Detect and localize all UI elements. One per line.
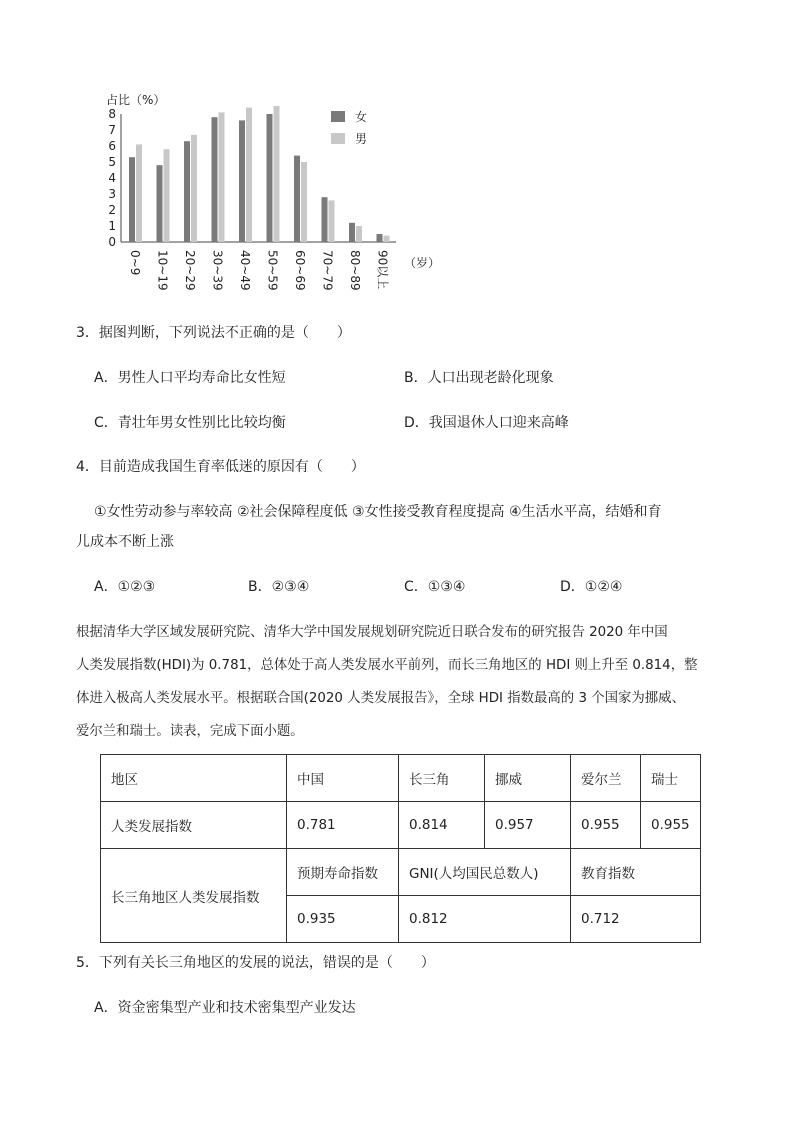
x-tick-label: 50~59 [265,250,280,291]
x-tick-label: 30~39 [210,250,225,291]
bar-male [136,144,142,242]
bar-male [246,108,252,242]
x-tick-label: 0~9 [128,250,142,276]
bar-female [184,141,190,242]
x-tick-label: 70~79 [320,250,335,291]
cell-hdi-yangtze-delta: 0.814 [399,802,485,849]
cell-hdi-norway: 0.957 [485,802,571,849]
q3-option-c[interactable]: C．青壮年男女性别比比较均衡 [94,415,286,431]
cell-ireland-header: 爱尔兰 [571,755,641,802]
q3-stem: 3．据图判断，下列说法不正确的是（ ） [76,325,351,341]
cell-gni-value: 0.812 [399,896,571,943]
population-chart [0,0,794,310]
cell-china-header: 中国 [287,755,399,802]
q5-stem: 5．下列有关长三角地区的发展的说法，错误的是（ ） [76,955,435,971]
q4-stem: 4．目前造成我国生育率低迷的原因有（ ） [76,459,365,475]
q4-option-b[interactable]: B．②③④ [248,579,310,595]
cell-gni-header: GNI(人均国民总数人) [399,849,571,896]
q4-option-a[interactable]: A．①②③ [94,579,156,595]
x-tick-label: 80~89 [348,250,362,291]
cell-delta-hdi-label: 长三角地区人类发展指数 [101,849,287,943]
cell-education-header: 教育指数 [571,849,701,896]
table-row [101,755,701,802]
hdi-passage [76,616,736,748]
chart-x-ticks [128,250,391,291]
bar-male [219,112,225,242]
legend-label-female: 女 [355,110,368,124]
q5-option-a[interactable]: A．资金密集型产业和技术密集型产业发达 [94,1000,356,1016]
bar-female [377,234,383,242]
cell-hdi-ireland: 0.955 [571,802,641,849]
q4-statements-line2: 儿成本不断上涨 [76,534,174,550]
q4-statements-line1: ①女性劳动参与率较高 ②社会保障程度低 ③女性接受教育程度提高 ④生活水平高，结婚和育 [94,504,662,520]
passage-line-4: 爱尔兰和瑞士。读表，完成下面小题。 [76,724,304,739]
x-tick-label: 40~49 [238,250,252,291]
x-tick-label: 60~69 [293,250,307,291]
legend-swatch-female [331,111,345,122]
y-tick-label: 6 [108,139,116,153]
chart-bars [129,106,390,242]
cell-norway-header: 挪威 [485,755,571,802]
y-tick-label: 4 [108,171,116,185]
chart-ylabel: 占比（%） [106,93,166,107]
bar-male [329,200,335,242]
bar-female [322,197,328,242]
bar-male [384,236,390,242]
y-tick-label: 5 [108,155,116,169]
bar-female [294,156,300,242]
y-tick-label: 3 [108,187,116,201]
cell-hdi-china: 0.781 [287,802,399,849]
bar-male [191,135,197,242]
bar-female [267,114,273,242]
x-tick-label: 10~19 [155,250,170,291]
y-tick-label: 1 [108,219,116,233]
table-row [101,849,701,896]
bar-female [129,157,135,242]
cell-hdi-label: 人类发展指数 [101,802,287,849]
bar-male [301,162,307,242]
y-tick-label: 7 [108,123,116,137]
bar-female [157,165,163,242]
passage-line-1: 根据清华大学区域发展研究院、清华大学中国发展规划研究院近日联合发布的研究报告 2020 年中国 [76,625,668,640]
cell-life-expectancy-value: 0.935 [287,896,399,943]
bar-male [274,106,280,242]
cell-region-header: 地区 [101,755,287,802]
q4-option-d[interactable]: D．①②④ [560,579,623,595]
chart-legend [331,110,367,146]
y-tick-label: 0 [108,235,116,249]
chart-xunit: （岁） [404,256,441,270]
bar-male [356,226,362,242]
x-tick-label: 90以上 [375,250,390,290]
cell-yangtze-delta-header: 长三角 [399,755,485,802]
bar-male [164,149,170,242]
cell-switzerland-header: 瑞士 [641,755,701,802]
legend-swatch-male [331,133,345,144]
q3-option-d[interactable]: D．我国退休人口迎来高峰 [404,415,569,431]
table-row [101,802,701,849]
y-tick-label: 2 [108,203,116,217]
bar-female [212,117,218,242]
x-tick-label: 20~29 [183,250,197,291]
q4-option-c[interactable]: C．①③④ [404,579,466,595]
passage-line-3: 体进入极高人类发展水平。根据联合国(2020 人类发展报告》，全球 HDI 指数最高的 3 个国家为挪威、 [76,691,685,706]
bar-female [349,223,355,242]
hdi-table [100,754,701,943]
chart-y-ticks [108,107,116,249]
q3-option-a[interactable]: A．男性人口平均寿命比女性短 [94,370,286,386]
q3-option-b[interactable]: B．人口出现老龄化现象 [404,370,554,386]
cell-education-value: 0.712 [571,896,701,943]
cell-life-expectancy-header: 预期寿命指数 [287,849,399,896]
cell-hdi-switzerland: 0.955 [641,802,701,849]
passage-line-2: 人类发展指数(HDI)为 0.781，总体处于高人类发展水平前列，而长三角地区的 HDI 则上升至 0.814，整 [76,658,698,673]
y-tick-label: 8 [108,107,116,121]
bar-female [239,120,245,242]
legend-label-male: 男 [355,132,368,146]
